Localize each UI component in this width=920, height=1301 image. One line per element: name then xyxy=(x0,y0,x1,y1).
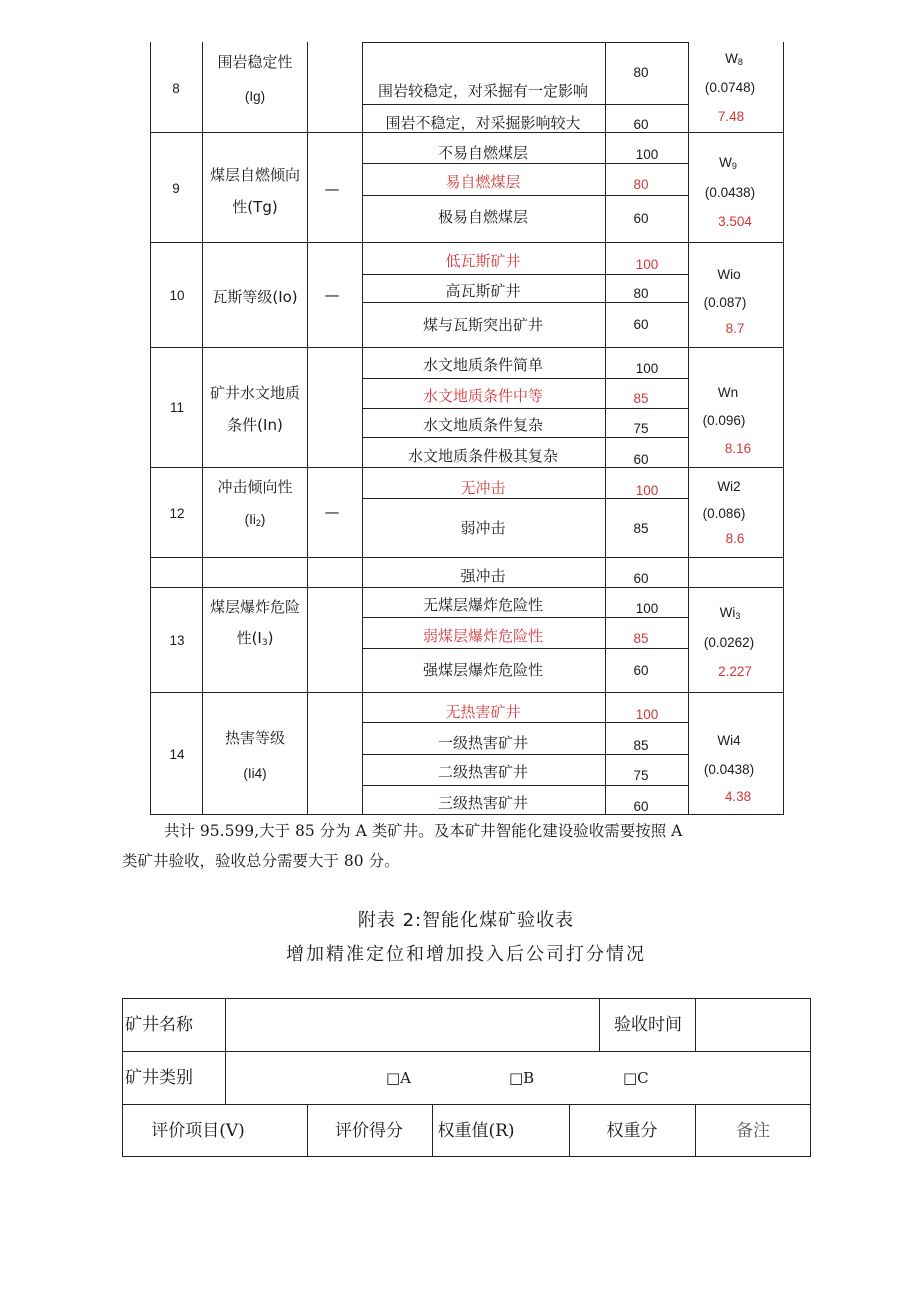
header-evaluation-item: 评价项目(V) xyxy=(151,1121,245,1141)
appendix-subtitle: 增加精准定位和增加投入后公司打分情况 xyxy=(286,944,646,965)
option-text-selected: 弱煤层爆炸危险性 xyxy=(422,627,544,645)
option-text: 极易自燃煤层 xyxy=(437,208,529,226)
weight-symbol: Wi4 xyxy=(717,733,741,748)
weight-symbol: Wn xyxy=(717,385,739,400)
option-text: 一级热害矿井 xyxy=(437,734,529,752)
indicator-name-cont: 条件(In) xyxy=(227,416,283,434)
weighted-score: 8.16 xyxy=(724,441,752,456)
weight-value: (0.0438) xyxy=(703,762,755,777)
option-score-selected: 85 xyxy=(633,391,649,406)
indicator-name-cont: 性(Tg) xyxy=(232,198,278,216)
category-checkbox-c[interactable]: □C xyxy=(623,1069,649,1087)
indicator-name: 冲击倾向性 xyxy=(217,478,293,496)
option-text: 水文地质条件简单 xyxy=(422,356,544,374)
option-score: 60 xyxy=(633,663,649,678)
dash: — xyxy=(324,503,340,521)
indicator-code: $(Ii_2)$ xyxy=(244,512,266,528)
indicator-name-cont: 性$(I_3)$ xyxy=(236,629,274,648)
weighted-score: 7.48 xyxy=(717,109,745,124)
header-evaluation-score: 评价得分 xyxy=(335,1121,403,1141)
indicator-code: (Ii4) xyxy=(243,766,267,781)
option-text: 围岩较稳定，对采掘有一定影响 xyxy=(377,82,589,100)
header-weight-value: 权重值(R) xyxy=(437,1121,515,1141)
mine-name-label: 矿井名称 xyxy=(125,1015,193,1035)
option-score: 60 xyxy=(633,452,649,467)
weight-symbol: Wi2 xyxy=(717,479,741,494)
option-text: 强冲击 xyxy=(460,567,506,585)
weight-symbol: $W_9$ xyxy=(719,155,737,171)
weighted-score: 2.227 xyxy=(718,664,752,679)
weight-value: (0.0748) xyxy=(704,80,756,95)
indicator-name: 瓦斯等级(Io) xyxy=(212,288,298,306)
weight-value: (0.087) xyxy=(703,295,747,310)
weight-symbol: Wio xyxy=(717,267,741,282)
indicator-code: (Ig) xyxy=(244,89,266,104)
option-score-selected: 85 xyxy=(633,631,649,646)
weight-value: (0.096) xyxy=(702,413,746,428)
option-text: 三级热害矿井 xyxy=(437,794,529,812)
option-score: 85 xyxy=(633,521,649,536)
option-score: 85 xyxy=(633,738,649,753)
row-number: 9 xyxy=(172,181,180,196)
header-weighted-score: 权重分 xyxy=(606,1121,658,1141)
option-text: 水文地质条件极其复杂 xyxy=(407,447,559,465)
option-score-selected: 100 xyxy=(635,707,659,722)
weight-symbol: $Wi_3$ xyxy=(719,605,741,621)
dash: — xyxy=(324,180,340,198)
indicator-name: 热害等级 xyxy=(224,729,286,747)
option-score: 75 xyxy=(633,768,649,783)
option-score: 60 xyxy=(633,571,649,586)
header-remarks: 备注 xyxy=(736,1121,770,1141)
option-text-selected: 水文地质条件中等 xyxy=(422,387,544,405)
option-text: 强煤层爆炸危险性 xyxy=(422,661,544,679)
option-score-selected: 100 xyxy=(635,483,659,498)
dash: — xyxy=(324,286,340,304)
summary-line-1: 共计 95.599,大于 85 分为 A 类矿井。及本矿井智能化建设验收需要按照 A xyxy=(164,822,683,840)
option-score: 100 xyxy=(635,601,659,616)
row-number: 12 xyxy=(169,506,185,521)
weight-symbol: $W_8$ xyxy=(725,51,743,67)
option-text-selected: 无热害矿井 xyxy=(445,703,521,721)
option-text: 水文地质条件复杂 xyxy=(422,416,544,434)
weighted-score: 4.38 xyxy=(724,789,752,804)
option-text: 围岩不稳定，对采掘影响较大 xyxy=(385,114,581,132)
indicator-name: 围岩稳定性 xyxy=(217,53,293,71)
category-checkbox-b[interactable]: □B xyxy=(509,1069,535,1087)
option-text: 不易自燃煤层 xyxy=(437,144,529,162)
acceptance-time-label: 验收时间 xyxy=(614,1015,682,1035)
option-text-selected: 低瓦斯矿井 xyxy=(445,252,521,270)
row-number: 10 xyxy=(169,288,185,303)
option-score: 60 xyxy=(633,317,649,332)
option-text-selected: 无冲击 xyxy=(460,479,506,497)
option-text-selected: 易自燃煤层 xyxy=(445,173,521,191)
option-text: 弱冲击 xyxy=(460,519,506,537)
option-score: 60 xyxy=(633,117,649,132)
weight-value: (0.086) xyxy=(702,506,746,521)
weight-value: (0.0438) xyxy=(704,185,756,200)
appendix-title: 附表 2:智能化煤矿验收表 xyxy=(357,910,575,931)
weighted-score: 3.504 xyxy=(718,214,752,229)
option-score-selected: 100 xyxy=(635,257,659,272)
mine-category-label: 矿井类别 xyxy=(125,1068,193,1088)
indicator-name: 煤层爆炸危险 xyxy=(209,598,301,616)
row-number: 14 xyxy=(169,747,185,762)
row-number: 11 xyxy=(169,400,185,415)
option-score: 80 xyxy=(633,286,649,301)
option-score: 75 xyxy=(633,421,649,436)
option-text: 无煤层爆炸危险性 xyxy=(422,596,544,614)
weighted-score: 8.7 xyxy=(725,321,745,336)
option-score: 60 xyxy=(633,211,649,226)
option-score: 80 xyxy=(633,65,649,80)
summary-line-2: 类矿井验收，验收总分需要大于 80 分。 xyxy=(122,852,400,870)
option-score: 60 xyxy=(633,799,649,814)
row-number: 13 xyxy=(169,633,185,648)
option-score-selected: 80 xyxy=(633,177,649,192)
option-score: 100 xyxy=(635,361,659,376)
option-text: 煤与瓦斯突出矿井 xyxy=(422,316,544,334)
option-text: 二级热害矿井 xyxy=(437,763,529,781)
weighted-score: 8.6 xyxy=(725,531,745,546)
weight-value: (0.0262) xyxy=(703,635,755,650)
row-number: 8 xyxy=(172,81,180,96)
indicator-name: 矿井水文地质 xyxy=(209,384,301,402)
option-text: 高瓦斯矿井 xyxy=(445,282,521,300)
category-checkbox-a[interactable]: □A xyxy=(386,1069,412,1087)
indicator-name: 煤层自燃倾向 xyxy=(209,166,301,184)
option-score: 100 xyxy=(635,147,659,162)
